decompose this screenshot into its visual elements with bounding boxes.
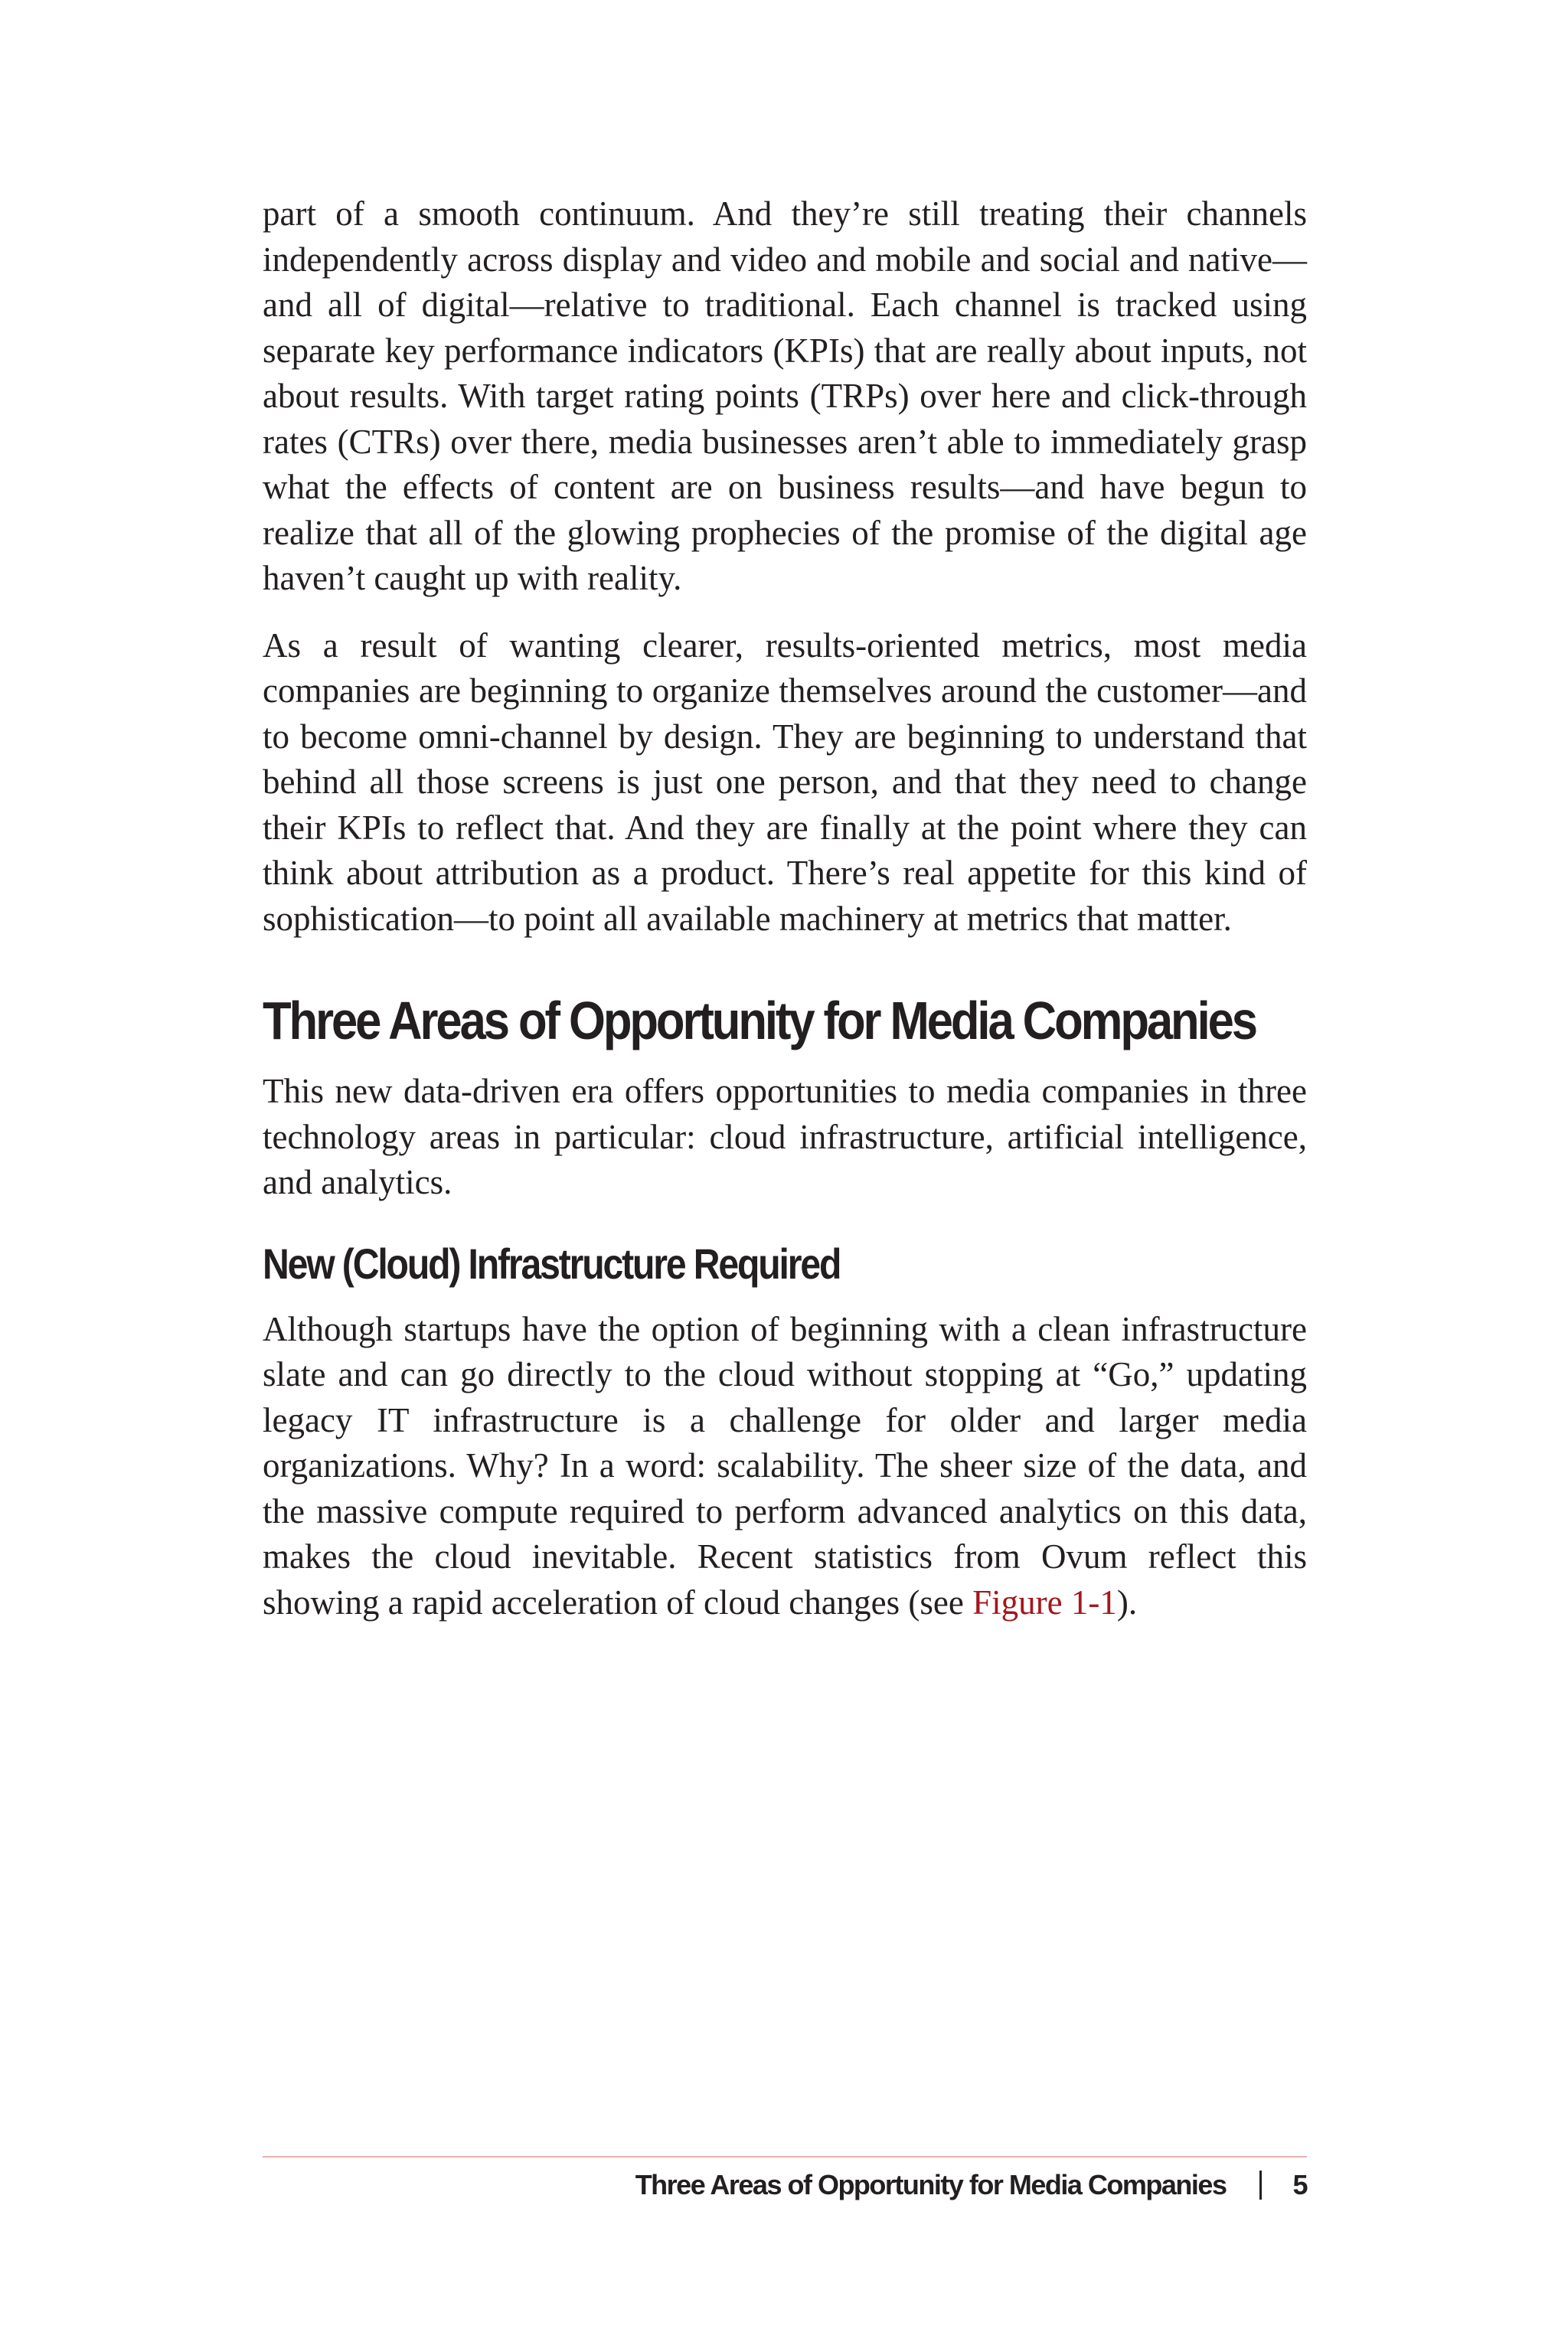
paragraph-text: Although startups have the option of beginning with a clean infrastructure slate and can go directly to the cloud without stopping at “Go,” updating legacy IT infrastructure is a challenge for older and larger media organizations. Why? In a word: scalability. The sheer size of the data, and the massive compute required to perform advanced analytics on this data, makes the cloud inevitable. Recent statistics from Ovum reflect this showing a rapid acceleration of cloud changes (see [263,1309,1307,1622]
body-paragraph: This new data-driven era offers opportunities to media companies in three technology areas in particular: cloud infrastructure, artificial intelligence, and analytics. [263,1072,1307,1201]
paragraph-text-end: ). [1116,1583,1138,1622]
figure-link[interactable]: Figure 1-1 [972,1583,1117,1622]
page-footer [263,2168,1307,2202]
page-number: 5 [1292,2169,1307,2200]
footer-rule [263,2156,1307,2158]
page-body [263,191,1307,1625]
section-heading: Three Areas of Opportunity for Media Companies [263,991,1256,1050]
body-paragraph: As a result of wanting clearer, results-oriented metrics, most media companies are beginning to organize themselves around the customer—and to become omni-channel by design. They are beginning to understand that behind all those screens is just one person, and that they need to change their KPIs to reflect that. And they are finally at the point where they can think about attribution as a product. There’s real appetite for this kind of sophistication—to point all available machinery at metrics that matter. [263,626,1307,938]
running-head: Three Areas of Opportunity for Media Companies [635,2169,1227,2200]
subsection-heading: New (Cloud) Infrastructure Required [263,1239,841,1288]
body-paragraph: part of a smooth continuum. And they’re still treating their channels independently across display and video and mobile and social and native—and all of digital—relative to traditional. Each channel is tracked using separate key performance indicators (KPIs) that are really about inputs, not about results. With target rating points (TRPs) over here and click-through rates (CTRs) over there, media businesses aren’t able to immediately grasp what the effects of content are on business results—and have begun to realize that all of the glowing prophecies of the promise of the digital age haven’t caught up with reality. [263,194,1307,597]
footer-separator [1259,2171,1262,2200]
body-paragraph [263,1307,1307,1626]
